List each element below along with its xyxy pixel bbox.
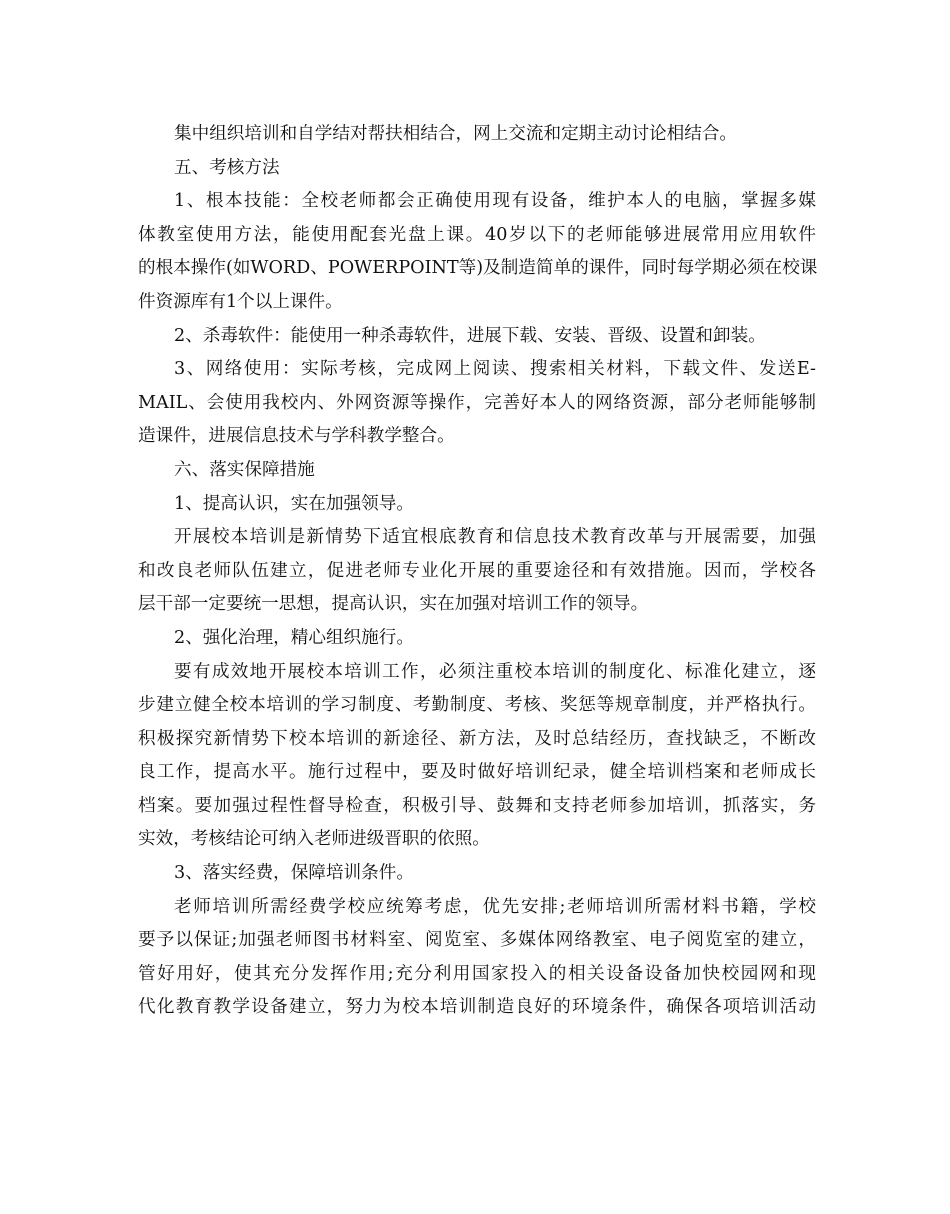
text-line: 六、落实保障措施 (174, 459, 315, 480)
text-line: 五、考核方法 (174, 157, 280, 178)
text-line: 代化教育教学设备建立，努力为校本培训制造良好的环境条件，确保各项培训活动 (138, 997, 816, 1018)
text-line: 实效，考核结论可纳入老师进级晋职的依照。 (138, 829, 490, 850)
text-line: 开展校本培训是新情势下适宜根底教育和信息技术教育改革与开展需要，加强 (174, 527, 816, 548)
text-line: 老师培训所需经费学校应统筹考虑，优先安排;老师培训所需材料书籍，学校 (174, 896, 816, 917)
text-line: 良工作，提高水平。施行过程中，要及时做好培训纪录，健全培训档案和老师成长 (138, 762, 816, 783)
text-line: 2、强化治理，精心组织施行。 (174, 627, 414, 648)
text-line: 要予以保证;加强老师图书材料室、阅览室、多媒体网络教室、电子阅览室的建立， (138, 930, 816, 951)
text-line: 档案。要加强过程性督导检查，积极引导、鼓舞和支持老师参加培训，抓落实，务 (138, 795, 816, 816)
text-line: 集中组织培训和自学结对帮扶相结合，网上交流和定期主动讨论相结合。 (174, 124, 738, 144)
text-line: 1、根本技能：全校老师都会正确使用现有设备，维护本人的电脑，掌握多媒 (174, 191, 816, 212)
text-line: 3、落实经费，保障培训条件。 (174, 863, 414, 884)
text-line: 和改良老师队伍建立，促进老师专业化开展的重要途径和有效措施。因而，学校各 (138, 560, 816, 581)
text-line: 层干部一定要统一思想，提高认识，实在加强对培训工作的领导。 (138, 594, 649, 615)
text-line: MAIL、会使用我校内、外网资源等操作，完善好本人的网络资源，部分老师能够制 (138, 392, 816, 413)
text-line: 管好用好，使其充分发挥作用;充分利用国家投入的相关设备设备加快校园网和现 (138, 963, 816, 984)
text-line: 体教室使用方法，能使用配套光盘上课。40岁以下的老师能够进展常用应用软件 (138, 224, 816, 245)
text-line: 件资源库有1个以上课件。 (138, 291, 343, 312)
text-line: 2、杀毒软件：能使用一种杀毒软件，进展下载、安装、晋级、设置和卸装。 (174, 325, 766, 346)
text-line: 积极探究新情势下校本培训的新途径、新方法，及时总结经历，查找缺乏，不断改 (138, 728, 816, 749)
text-line: 步建立健全校本培训的学习制度、考勤制度、考核、奖惩等规章制度，并严格执行。 (138, 695, 816, 716)
text-line: 的根本操作(如WORD、POWERPOINT等)及制造简单的课件，同时每学期必须在校课 (138, 258, 818, 279)
text-line: 1、提高认识，实在加强领导。 (174, 493, 414, 514)
text-line: 3、网络使用：实际考核，完成网上阅读、搜索相关材料，下载文件、发送E- (174, 359, 816, 380)
text-line: 要有成效地开展校本培训工作，必须注重校本培训的制度化、标准化建立，逐 (174, 661, 816, 682)
text-line: 造课件，进展信息技术与学科教学整合。 (138, 426, 455, 447)
document-page (138, 118, 816, 1025)
